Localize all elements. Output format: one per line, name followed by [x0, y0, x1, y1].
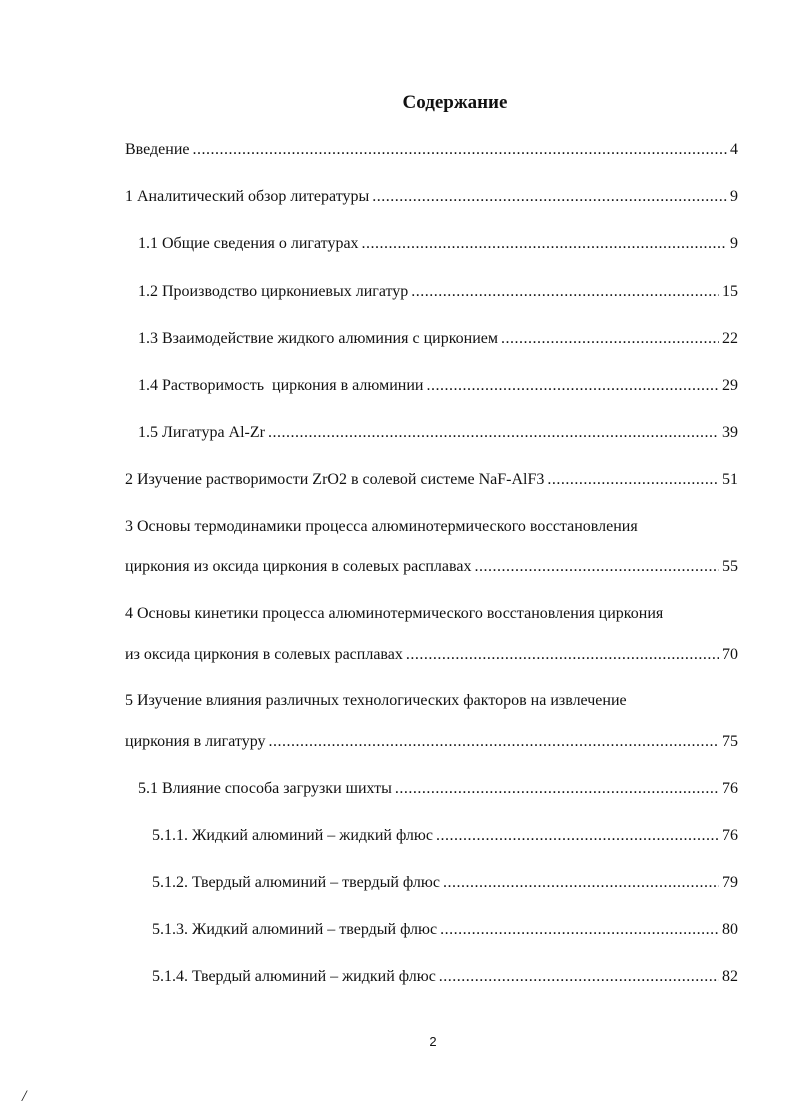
toc-leader-dots	[372, 187, 727, 207]
toc-leader-dots	[439, 967, 719, 987]
toc-page-number: 82	[722, 968, 738, 985]
toc-leader-dots	[440, 920, 719, 940]
toc-page-number: 9	[730, 188, 738, 205]
toc-entry-text: 5.1.4. Твердый алюминий – жидкий флюс	[152, 968, 436, 985]
toc-entry-text: из оксида циркония в солевых расплавах	[125, 646, 403, 663]
toc-page-number: 76	[722, 780, 738, 797]
toc-page-number: 9	[730, 235, 738, 252]
toc-leader-dots	[501, 329, 719, 349]
toc-entry-text: 1.1 Общие сведения о лигатурах	[138, 235, 359, 252]
toc-entry-text: 2 Изучение растворимости ZrO2 в солевой системе NaF-AlF3	[125, 471, 545, 488]
toc-page-number: 15	[722, 283, 738, 300]
toc-page-number: 79	[722, 874, 738, 891]
toc-page-number: 70	[722, 646, 738, 663]
toc-entry-text: 1.4 Растворимость циркония в алюминии	[138, 377, 424, 394]
toc-entry-text: 5.1.1. Жидкий алюминий – жидкий флюс	[152, 827, 433, 844]
page-number: 2	[429, 1034, 437, 1049]
margin-mark: /	[22, 1088, 27, 1105]
toc-leader-dots	[362, 234, 727, 254]
toc-leader-dots	[547, 470, 719, 490]
toc-entry-text: 1.2 Производство циркониевых лигатур	[138, 283, 409, 300]
toc-page-number: 80	[722, 921, 738, 938]
toc-page-number: 4	[730, 141, 738, 158]
toc-entry-text: 1 Аналитический обзор литературы	[125, 188, 370, 205]
toc-leader-dots	[411, 282, 719, 302]
toc-leader-dots	[474, 557, 719, 577]
toc-entry-text: 5.1 Влияние способа загрузки шихты	[138, 780, 392, 797]
toc-leader-dots	[406, 645, 719, 665]
toc-page-number: 29	[722, 377, 738, 394]
toc-leader-dots	[443, 873, 719, 893]
toc-entry-text: Введение	[125, 141, 190, 158]
toc-entry-text-first-line: 3 Основы термодинамики процесса алюминотермического восстановления	[125, 518, 638, 535]
toc-leader-dots	[395, 779, 719, 799]
toc-page-number: 75	[722, 733, 738, 750]
toc-page-number: 39	[722, 424, 738, 441]
toc-entry-text: 1.5 Лигатура Al-Zr	[138, 424, 265, 441]
toc-leader-dots	[426, 376, 719, 396]
toc-entry-text: 5.1.3. Жидкий алюминий – твердый флюс	[152, 921, 438, 938]
toc-entry-text: 5.1.2. Твердый алюминий – твердый флюс	[152, 874, 440, 891]
toc-entry-text: циркония из оксида циркония в солевых расплавах	[125, 558, 472, 575]
toc-entry-text: циркония в лигатуру	[125, 733, 266, 750]
toc-leader-dots	[269, 732, 720, 752]
toc-entry-text-first-line: 5 Изучение влияния различных технологических факторов на извлечение	[125, 692, 627, 709]
toc-page-number: 22	[722, 330, 738, 347]
toc-entry-text: 1.3 Взаимодействие жидкого алюминия с цирконием	[138, 330, 498, 347]
toc-page-number: 51	[722, 471, 738, 488]
toc-page-number: 76	[722, 827, 738, 844]
page-title: Содержание	[402, 92, 508, 113]
toc-leader-dots	[268, 423, 719, 443]
toc-leader-dots	[436, 826, 719, 846]
toc-entry-text-first-line: 4 Основы кинетики процесса алюминотермического восстановления циркония	[125, 605, 664, 622]
toc-leader-dots	[193, 140, 728, 160]
toc-page-number: 55	[722, 558, 738, 575]
